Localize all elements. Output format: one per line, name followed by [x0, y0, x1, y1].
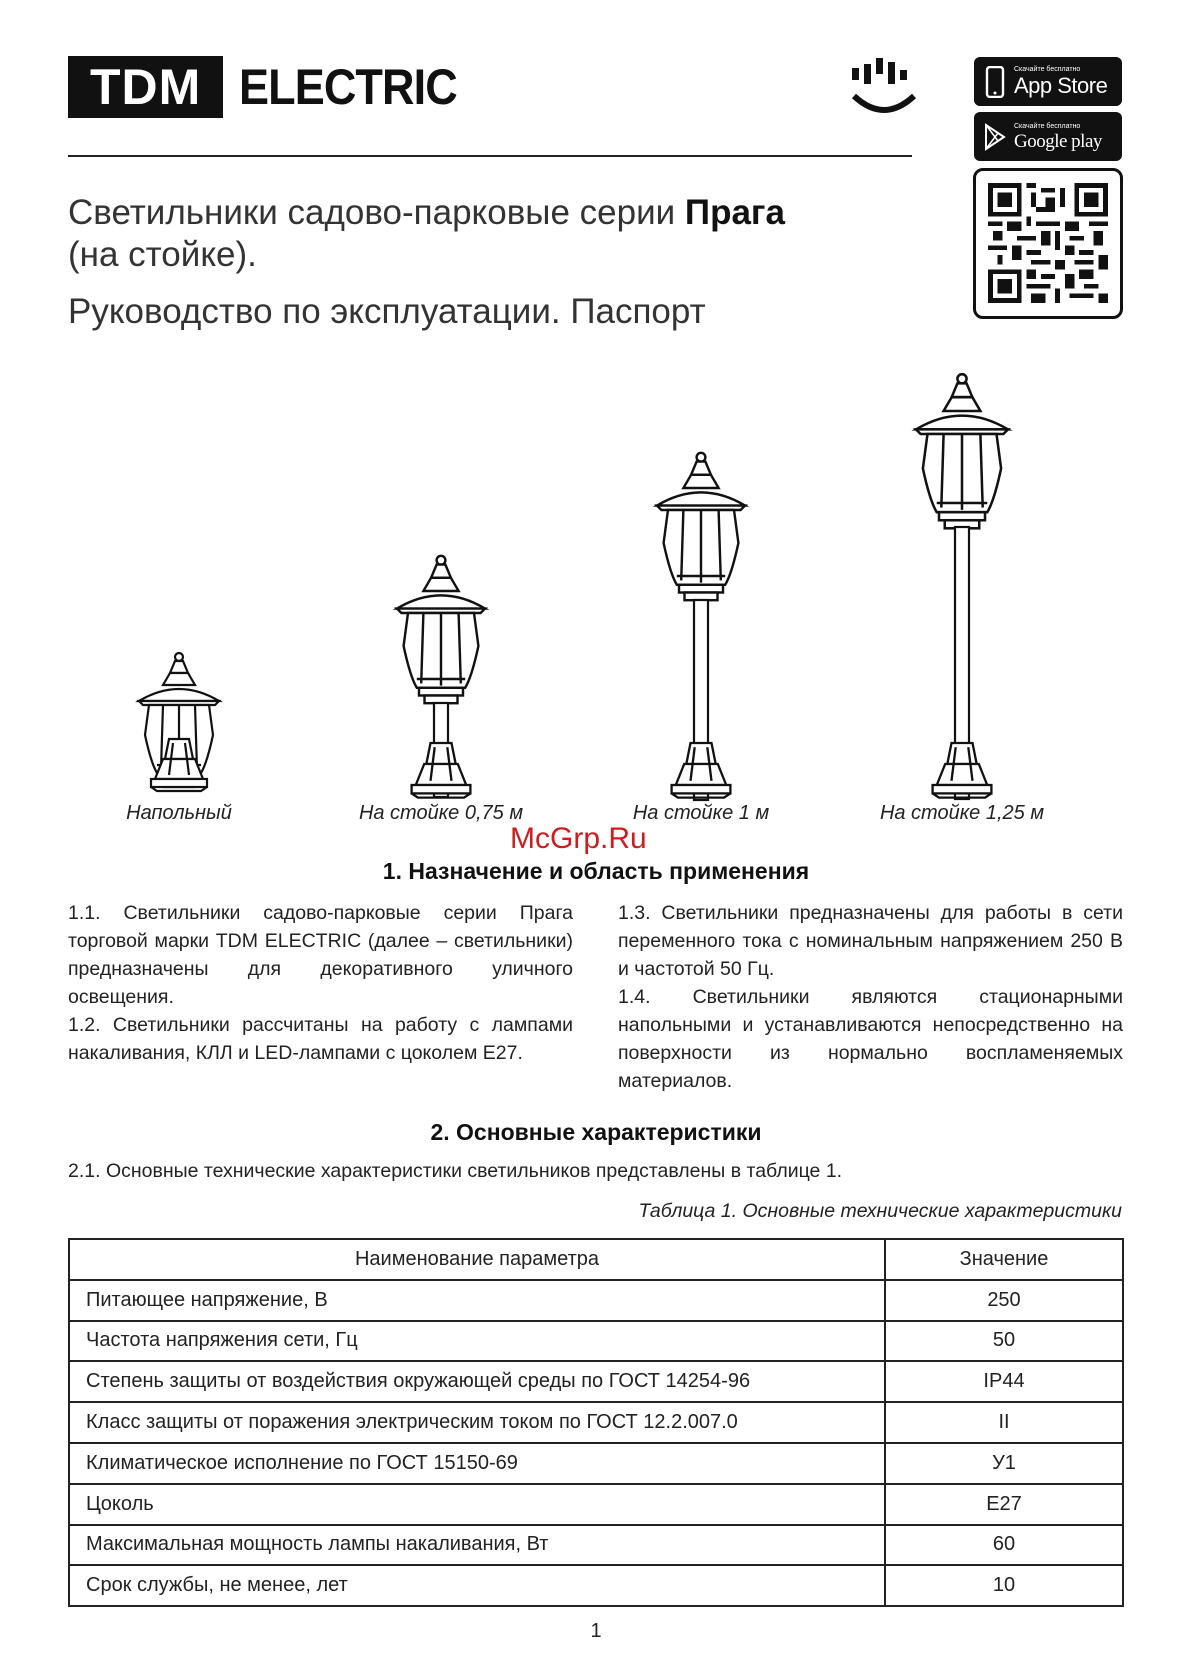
- param-cell: Срок службы, не менее, лет: [69, 1565, 885, 1606]
- value-cell: IP44: [885, 1361, 1123, 1402]
- lamp-caption-075: На стойке 0,75 м: [358, 802, 524, 824]
- googleplay-label: Google play: [1014, 130, 1102, 152]
- param-cell: Частота напряжения сети, Гц: [69, 1321, 885, 1362]
- value-cell: У1: [885, 1443, 1123, 1484]
- table-row: [69, 1321, 1123, 1362]
- title-series-name: Прага: [684, 193, 785, 232]
- play-icon: [984, 121, 1006, 153]
- google-play-badge[interactable]: [974, 112, 1122, 161]
- lamp-caption-floor: Напольный: [126, 802, 232, 824]
- table-row: [69, 1443, 1123, 1484]
- value-cell: 250: [885, 1280, 1123, 1321]
- header-divider: [68, 155, 912, 157]
- paragraph-1-2: 1.2. Светильники рассчитаны на работу с лампами накаливания, КЛЛ и LED-лампами с цоколем Е27.: [68, 1014, 573, 1064]
- paragraph-1-1: 1.1. Светильники садово-парковые серии Прага торговой марки TDM ELECTRIC (далее – светильники) предназначены для декоративного уличного освещения.: [68, 902, 573, 1008]
- logo-box: TDM: [68, 56, 223, 118]
- table-row: [69, 1525, 1123, 1566]
- googleplay-small-text: Скачайте бесплатно: [1014, 122, 1081, 130]
- page-number: 1: [590, 1620, 602, 1642]
- section2-heading: 2. Основные характеристики: [430, 1119, 762, 1145]
- logo-text: ELECTRIC: [239, 59, 458, 115]
- table-row: [69, 1565, 1123, 1606]
- document-subtitle: Руководство по эксплуатации. Паспорт: [68, 292, 706, 331]
- phone-icon: [984, 66, 1006, 98]
- paragraph-1-3: 1.3. Светильники предназначены для работы в сети переменного тока с номинальным напряжением 250 В и частотой 50 Гц.: [618, 902, 1123, 980]
- table-row: [69, 1280, 1123, 1321]
- value-cell: 10: [885, 1565, 1123, 1606]
- section1-right-column: [618, 899, 1123, 1095]
- param-cell: Питающее напряжение, В: [69, 1280, 885, 1321]
- param-cell: Степень защиты от воздействия окружающей среды по ГОСТ 14254-96: [69, 1361, 885, 1402]
- param-cell: Климатическое исполнение по ГОСТ 15150-69: [69, 1443, 885, 1484]
- section1-left-column: [68, 899, 573, 1067]
- lamp-caption-1m: На стойке 1 м: [632, 802, 770, 824]
- qr-code[interactable]: [973, 168, 1123, 319]
- table-header-row: [69, 1239, 1123, 1280]
- header-value: Значение: [885, 1239, 1123, 1280]
- qr-code-icon: [988, 183, 1108, 303]
- value-cell: II: [885, 1402, 1123, 1443]
- param-cell: Класс защиты от поражения электрическим током по ГОСТ 12.2.007.0: [69, 1402, 885, 1443]
- lamp-floor: [139, 653, 219, 791]
- table-row: [69, 1402, 1123, 1443]
- title-line2: (на стойке).: [68, 235, 257, 274]
- paragraph-1-4: 1.4. Светильники являются стационарными напольными и устанавливаются непосредственно на поверхности из нормально воспламеняемых материалов.: [618, 986, 1123, 1092]
- value-cell: 50: [885, 1321, 1123, 1362]
- lamp-125m: [916, 374, 1008, 799]
- table-row: [69, 1484, 1123, 1525]
- lamp-1m: [657, 453, 745, 800]
- brand-smile-icon: [852, 58, 916, 120]
- tdm-logo: [68, 56, 481, 118]
- header-parameter: Наименование параметра: [69, 1239, 885, 1280]
- param-cell: Максимальная мощность лампы накаливания, Вт: [69, 1525, 885, 1566]
- lamp-illustrations: [0, 355, 1192, 805]
- table-caption: Таблица 1. Основные технические характеристики: [638, 1200, 1122, 1222]
- section1-heading: 1. Назначение и область применения: [382, 858, 810, 884]
- lamp-075: [397, 556, 485, 798]
- param-cell: Цоколь: [69, 1484, 885, 1525]
- paragraph-2-1: 2.1. Основные технические характеристики светильников представлены в таблице 1.: [68, 1160, 843, 1182]
- specs-table: [68, 1238, 1124, 1607]
- document-title: [68, 192, 848, 276]
- app-store-badge[interactable]: [974, 57, 1122, 106]
- table-row: [69, 1361, 1123, 1402]
- lamp-caption-125m: На стойке 1,25 м: [879, 802, 1045, 824]
- title-plain: Светильники садово-парковые серии: [68, 193, 685, 232]
- watermark: McGrp.Ru: [510, 822, 647, 855]
- appstore-small-text: Скачайте бесплатно: [1014, 66, 1081, 73]
- value-cell: 60: [885, 1525, 1123, 1566]
- value-cell: Е27: [885, 1484, 1123, 1525]
- appstore-label: App Store: [1014, 73, 1108, 98]
